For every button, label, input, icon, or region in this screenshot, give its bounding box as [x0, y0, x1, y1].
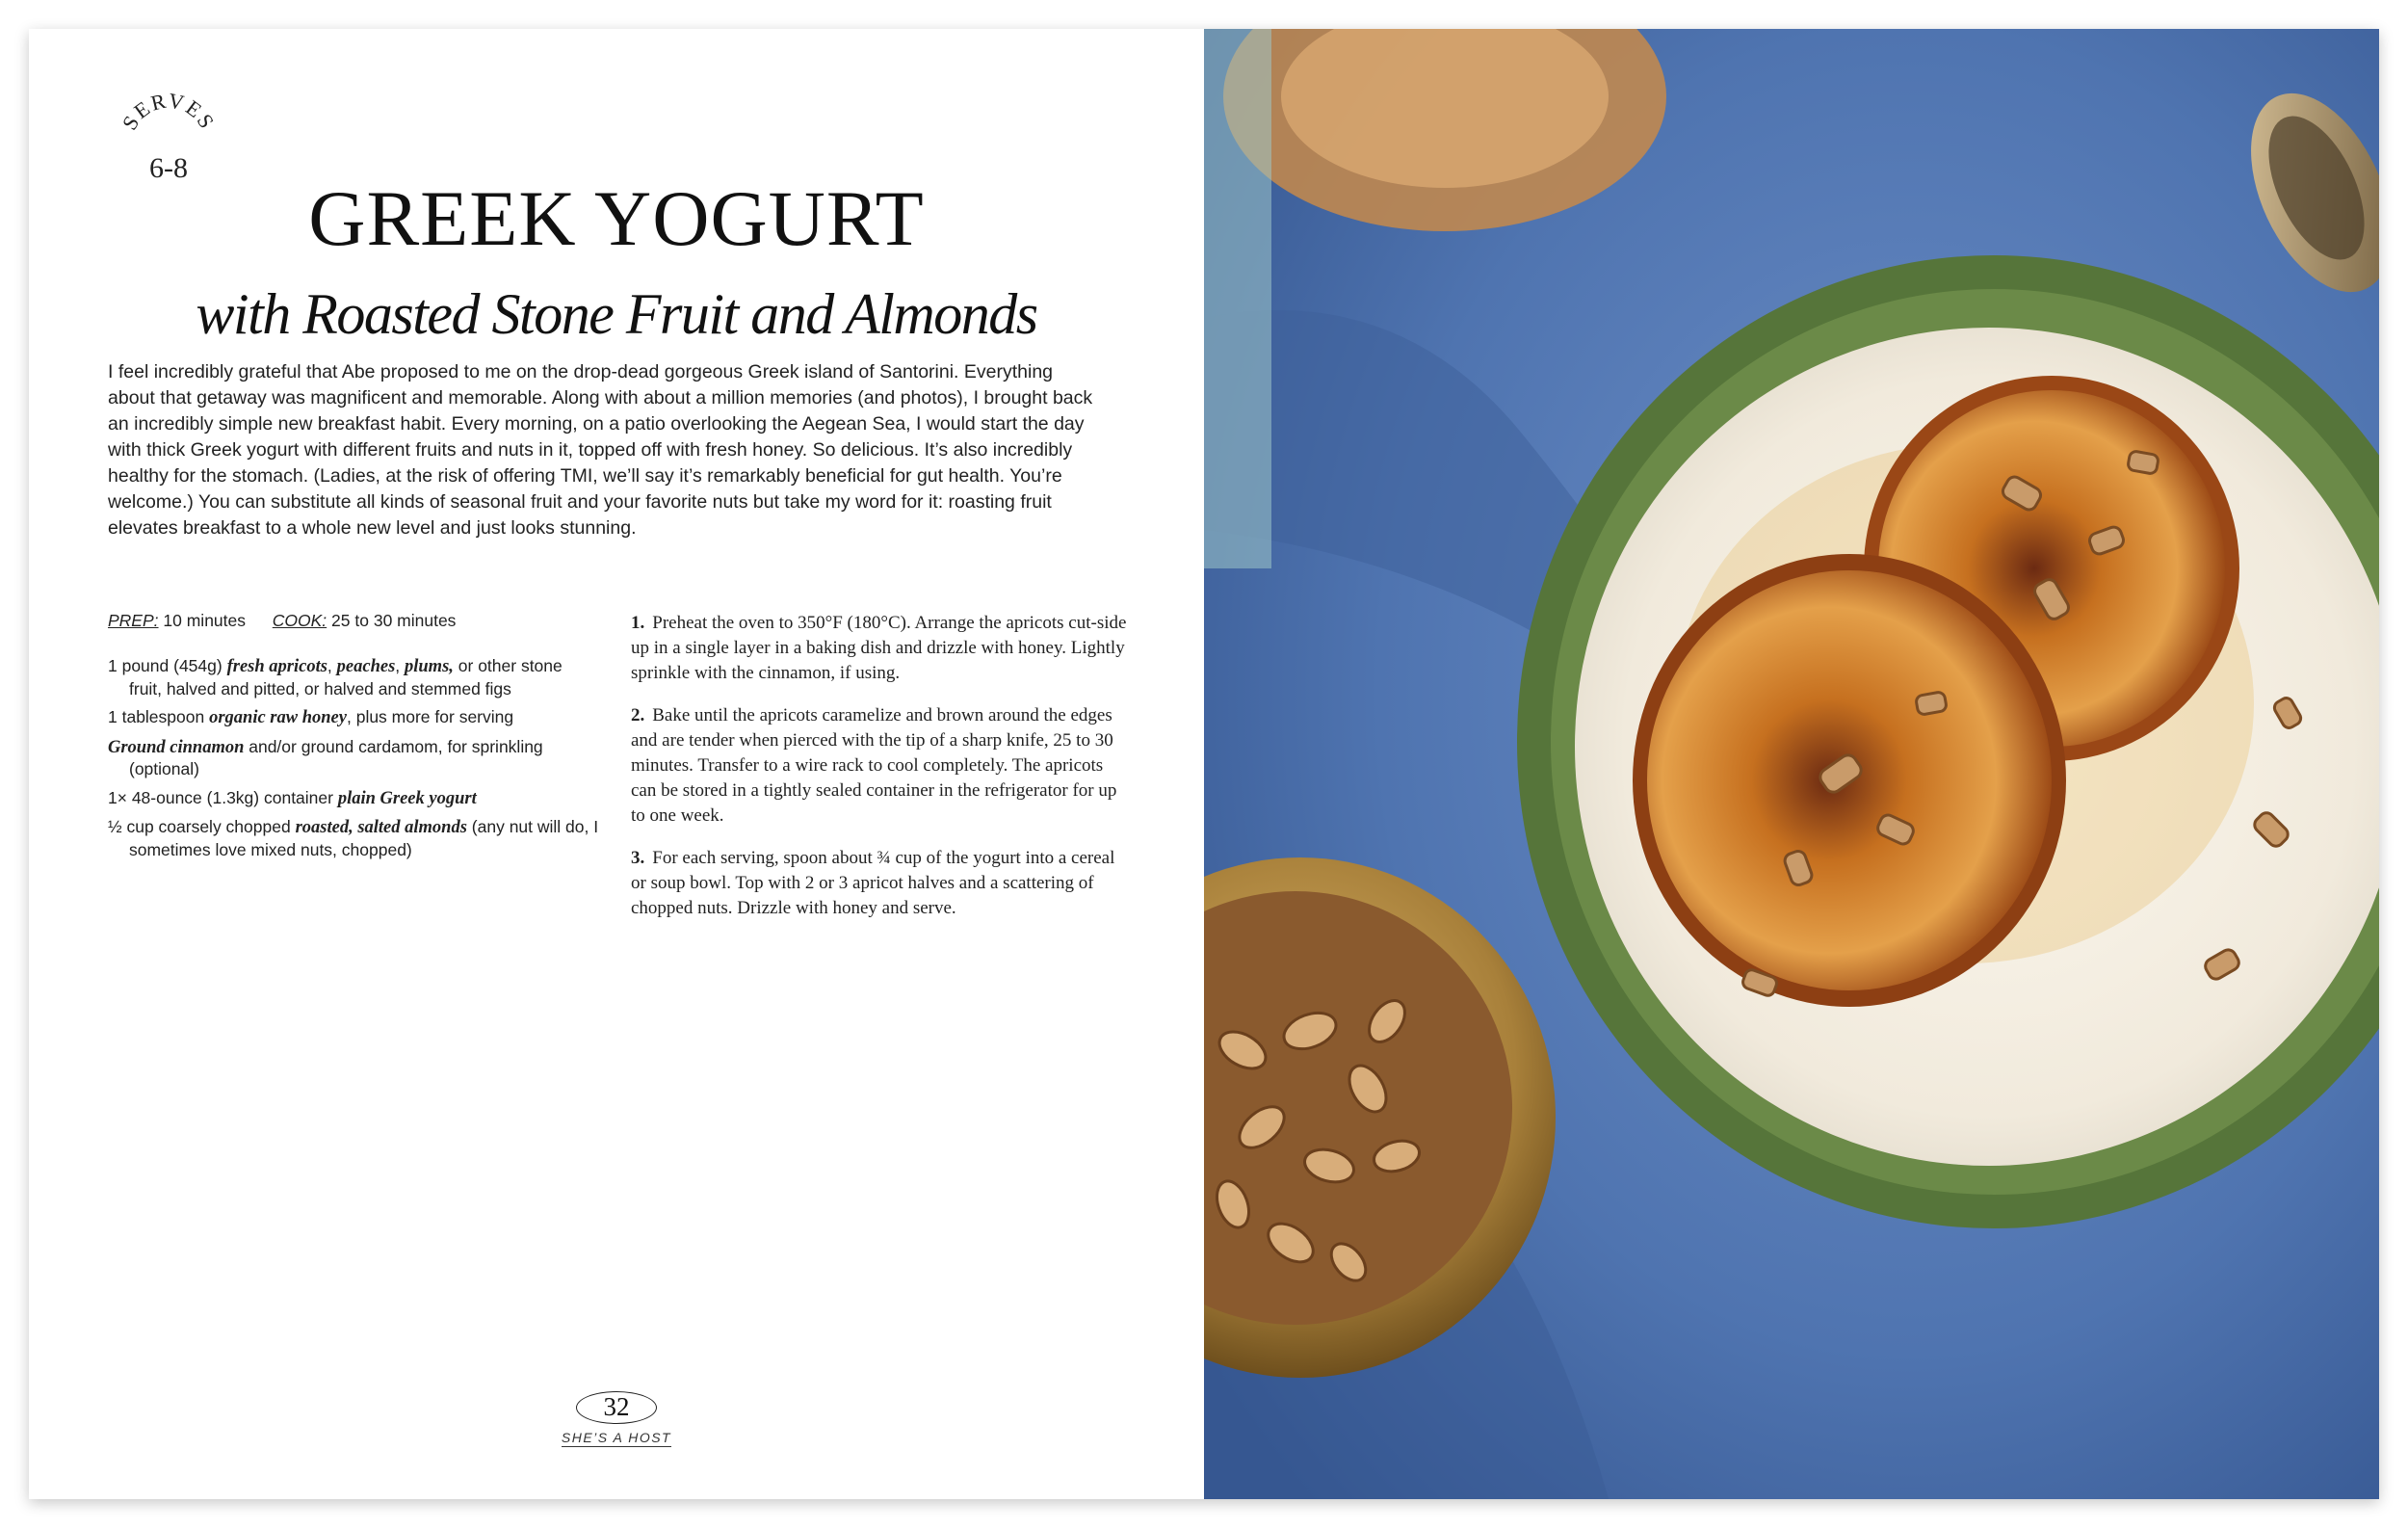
recipe-title: GREEK YOGURT: [308, 174, 925, 262]
ingredient-item: Ground cinnamon and/or ground cardamom, for sprinkling (optional): [108, 736, 543, 778]
serves-label: SERVES: [117, 88, 221, 135]
method-steps: [631, 611, 1132, 938]
right-page-photo: [1204, 29, 2379, 1499]
blue-glass: [1204, 29, 1271, 568]
ingredient-item: 1× 48-ounce (1.3kg) container plain Greek yogurt: [108, 787, 477, 808]
ingredient-item: 1 tablespoon organic raw honey, plus more for serving: [108, 707, 514, 727]
method-step: 1. Preheat the oven to 350°F (180°C). Arrange the apricots cut-side up in a single layer in a baking dish and drizzle with honey. Lightly sprinkle with the cinnamon, if using.: [631, 613, 1127, 683]
recipe-subtitle: with Roasted Stone Fruit and Almonds: [196, 282, 1037, 346]
book-spread: [29, 29, 2379, 1499]
food-photo: [1204, 29, 2379, 1499]
prep-value: 10 minutes: [163, 611, 247, 630]
serves-count: 6-8: [149, 152, 188, 184]
cook-value: 25 to 30 minutes: [331, 611, 457, 630]
cook-label: COOK:: [272, 611, 327, 630]
ingredient-item: ½ cup coarsely chopped roasted, salted almonds (any nut will do, I sometimes love mixed nuts, chopped): [108, 817, 599, 859]
method-step: 3. For each serving, spoon about ¾ cup of the yogurt into a cereal or soup bowl. Top with 2 or 3 apricot halves and a scattering of chopped nuts. Drizzle with honey and serve.: [631, 848, 1115, 918]
page-number: 32: [576, 1391, 657, 1424]
method-step: 2. Bake until the apricots caramelize and brown around the edges and are tender when pierced with the tip of a sharp knife, 25 to 30 minutes. Transfer to a wire rack to cool completely. The apricots can be stored in a tightly sealed container in the refrigerator for up to one week.: [631, 705, 1117, 826]
time-info: [108, 611, 456, 631]
recipe-intro: I feel incredibly grateful that Abe proposed to me on the drop-dead gorgeous Greek island of Santorini. Everything about that getaway was magnificent and memorable. Along with about a million memories (and photos), I brought back an incredibly simple new breakfast habit. Every morning, on a patio overlooking the Aegean Sea, I would start the day with thick Greek yogurt with different fruits and nuts in it, topped off with fresh honey. So delicious. It’s also incredibly healthy for the stomach. (Ladies, at the risk of offering TMI, we’ll say it’s remarkably beneficial for gut health. You’re welcome.) You can substitute all kinds of seasonal fruit and your favorite nuts but take my word for it: roasting fruit elevates breakfast to a whole new level and just looks stunning.: [108, 361, 1093, 539]
prep-label: PREP:: [108, 611, 159, 630]
ingredient-list: [108, 655, 599, 867]
running-title: SHE’S A HOST: [561, 1430, 672, 1445]
left-page: [29, 29, 1204, 1499]
page-footer: [542, 1391, 691, 1447]
svg-text:SERVES: [118, 88, 221, 134]
ingredient-item: 1 pound (454g) fresh apricots, peaches, plums, or other stone fruit, halved and pitted, or halved and stemmed figs: [108, 656, 563, 699]
